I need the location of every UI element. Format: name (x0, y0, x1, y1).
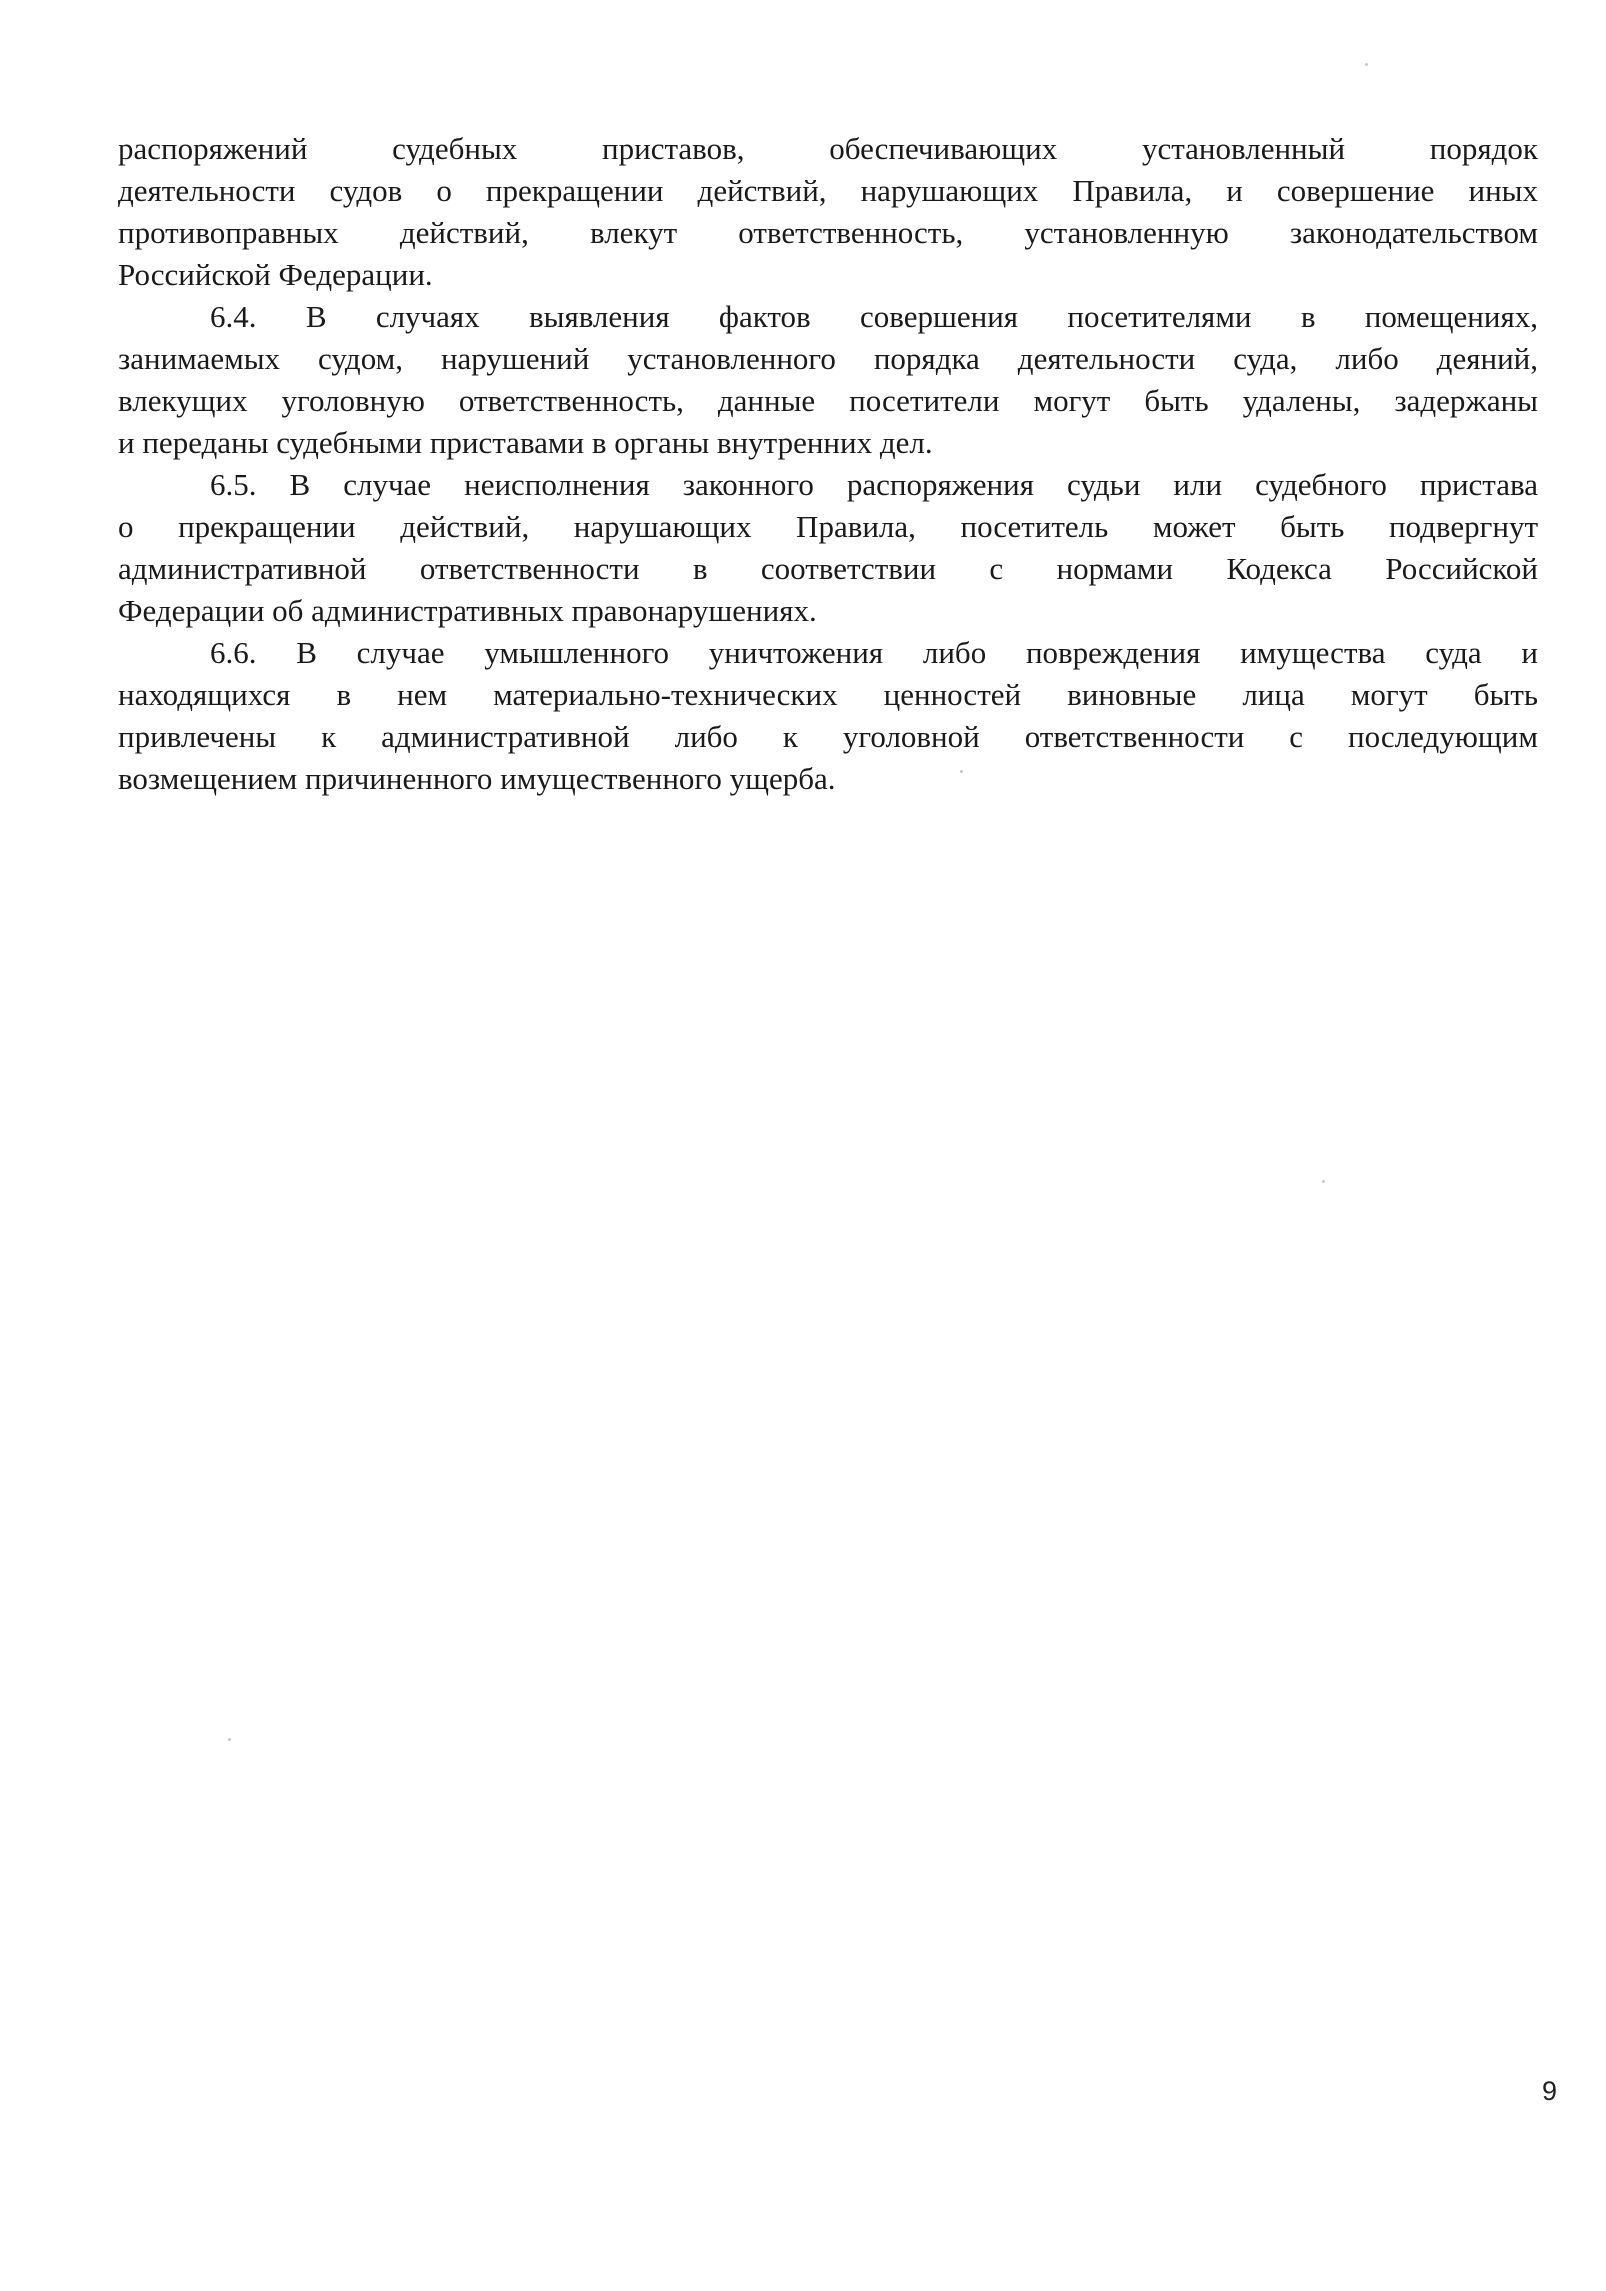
clause-6-6-line: 6.6. В случае умышленного уничтожения либо повреждения имущества суда и (210, 635, 1538, 670)
document-body (118, 128, 1538, 800)
clause-6-6-line: привлечены к административной либо к уголовной ответственности с последующим (118, 719, 1538, 754)
page-number: 9 (1542, 2076, 1558, 2106)
scan-speck (1365, 63, 1368, 66)
scan-speck (1322, 1180, 1325, 1183)
paragraph-line: Российской Федерации. (118, 257, 433, 292)
clause-6-5-line: административной ответственности в соответствии с нормами Кодекса Российской (118, 551, 1538, 586)
clause-6-5-line: о прекращении действий, нарушающих Правила, посетитель может быть подвергнут (118, 509, 1538, 544)
paragraph-line: распоряжений судебных приставов, обеспечивающих установленный порядок (118, 131, 1538, 166)
clause-6-4-line: влекущих уголовную ответственность, данные посетители могут быть удалены, задержаны (118, 383, 1538, 418)
scan-speck (960, 770, 963, 773)
clause-6-4-line: занимаемых судом, нарушений установленного порядка деятельности суда, либо деяний, (118, 341, 1538, 376)
clause-6-4-line: и переданы судебными приставами в органы внутренних дел. (118, 425, 933, 460)
clause-6-6-line: возмещением причиненного имущественного ущерба. (118, 761, 836, 796)
paragraph-line: противоправных действий, влекут ответственность, установленную законодательством (118, 215, 1538, 250)
clause-6-6-line: находящихся в нем материально-технических ценностей виновные лица могут быть (118, 677, 1538, 712)
paragraph-line: деятельности судов о прекращении действий, нарушающих Правила, и совершение иных (118, 173, 1538, 208)
clause-6-4-line: 6.4. В случаях выявления фактов совершения посетителями в помещениях, (210, 299, 1538, 334)
clause-6-5-line: 6.5. В случае неисполнения законного распоряжения судьи или судебного пристава (210, 467, 1538, 502)
clause-6-5-line: Федерации об административных правонарушениях. (118, 593, 817, 628)
scan-speck (228, 1738, 231, 1741)
